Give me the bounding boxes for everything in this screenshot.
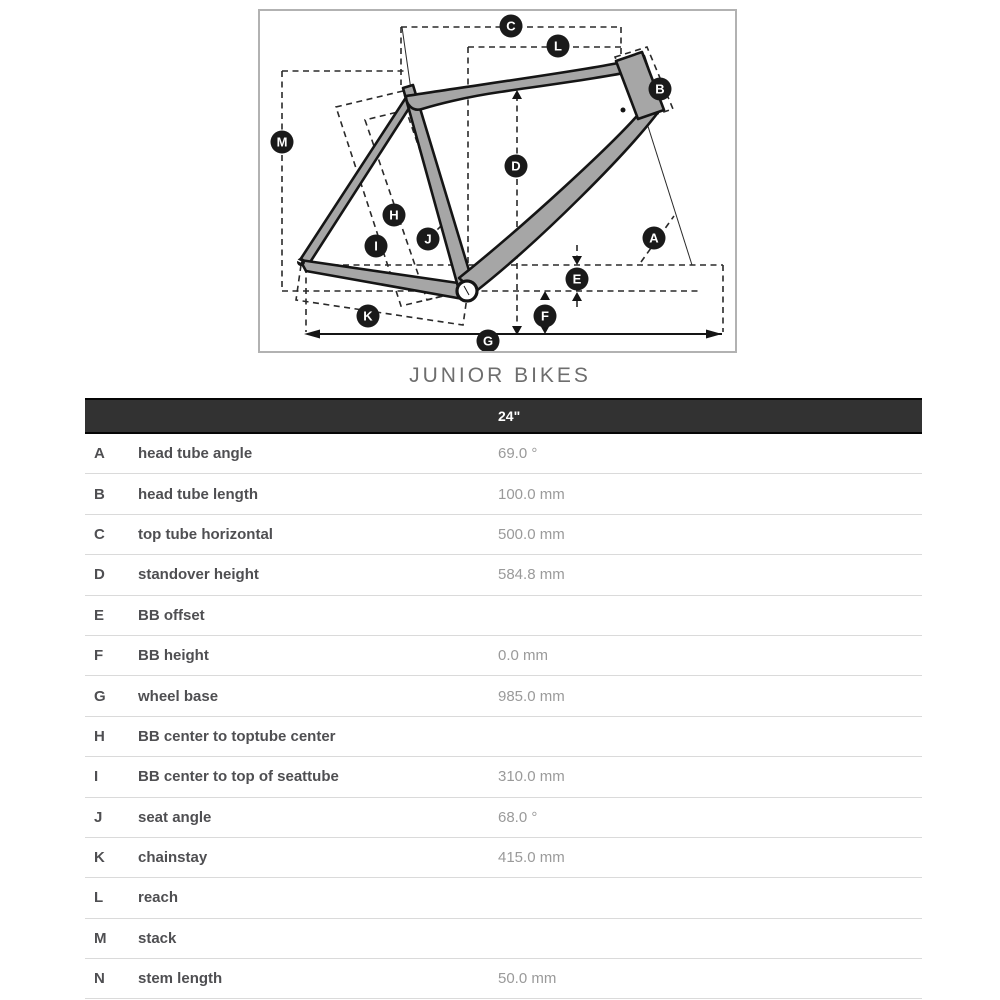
table-row [85,919,922,959]
table-row [85,515,922,555]
construction-lines [282,27,723,332]
table-row [85,959,922,999]
row-letter: I [94,768,99,786]
row-value: 68.0 ° [498,808,538,826]
bike-frame [297,52,664,301]
row-letter: B [94,485,105,503]
bb-offset-arrowhead-up [572,292,582,301]
marker-letter: K [363,308,373,324]
row-name: reach [138,889,179,907]
diagram-marker-K [357,305,380,328]
row-name: seat angle [138,808,212,826]
diagram-marker-G [477,330,500,352]
geometry-diagram-svg [260,11,735,351]
diagram-marker-H [383,204,406,227]
table-row [85,717,922,757]
diagram-marker-B [649,78,672,101]
row-letter: A [94,445,105,463]
diagram-marker-J [417,228,440,251]
row-name: BB center to toptube center [138,727,336,745]
standover-arrowhead-top [512,90,522,99]
table-row [85,636,922,676]
row-name: standover height [138,566,259,584]
marker-letter: I [374,238,378,254]
geometry-table [85,398,922,999]
row-letter: M [94,929,107,947]
diagram-marker-A [643,227,666,250]
table-row [85,474,922,514]
row-letter: D [94,566,105,584]
seat-tube-axis-line [402,27,411,90]
diagram-marker-M [271,131,294,154]
diagram-marker-C [500,15,523,38]
row-letter: F [94,647,104,665]
top-tube [406,56,648,110]
size-header-label: 24" [498,408,521,424]
row-name: BB height [138,647,209,665]
row-value: 0.0 mm [498,647,549,665]
row-letter: L [94,889,104,907]
row-name: chainstay [138,849,208,867]
table-row [85,757,922,797]
table-row [85,434,922,474]
diagram-marker-L [547,35,570,58]
table-size-header [85,398,922,434]
row-value: 415.0 mm [498,849,565,867]
row-value: 100.0 mm [498,485,565,503]
bb-offset-arrowhead-down [572,256,582,265]
row-letter: J [94,808,103,826]
row-name: head tube angle [138,445,253,463]
marker-letter: A [649,230,659,246]
row-value: 584.8 mm [498,566,565,584]
marker-letter: L [554,38,562,54]
row-value: 500.0 mm [498,525,565,543]
table-row [85,798,922,838]
diagram-marker-F [534,305,557,328]
marker-letter: H [389,207,399,223]
row-value: 69.0 ° [498,445,538,463]
row-letter: K [94,849,105,867]
chain-stay [300,260,465,299]
diagram-marker-D [505,155,528,178]
row-letter: G [94,687,106,705]
row-name: stem length [138,970,223,988]
marker-letter: C [506,18,516,34]
row-name: head tube length [138,485,258,503]
row-name: wheel base [138,687,219,705]
seat-stay [300,99,413,267]
marker-letter: M [276,134,288,150]
marker-letter: B [655,81,665,97]
diagram-marker-I [365,235,388,258]
row-value: 985.0 mm [498,687,565,705]
marker-letter: D [511,158,521,174]
row-letter: E [94,606,105,624]
row-letter: C [94,525,105,543]
row-letter: H [94,727,105,745]
diagram-marker-E [566,268,589,291]
row-name: stack [138,929,177,947]
row-value: 310.0 mm [498,768,565,786]
table-row [85,676,922,716]
row-name: BB center to top of seattube [138,768,339,786]
marker-letter: E [572,271,582,287]
wheelbase-arrowhead-right [706,330,722,339]
marker-letter: G [482,333,494,349]
table-row [85,878,922,918]
marker-letter: F [541,308,549,324]
page-title: JUNIOR BIKES [409,364,591,387]
geometry-diagram-panel [258,9,737,353]
row-name: BB offset [138,606,205,624]
dimension-arrows [304,90,722,339]
row-name: top tube horizontal [138,525,273,543]
marker-letter: J [424,231,432,247]
table-row [85,555,922,595]
cable-port-dot [621,108,626,113]
row-value: 50.0 mm [498,970,557,988]
table-row [85,838,922,878]
row-letter: N [94,970,105,988]
bb-height-arrowhead-up [540,291,550,300]
table-row [85,596,922,636]
table-body [85,434,922,999]
